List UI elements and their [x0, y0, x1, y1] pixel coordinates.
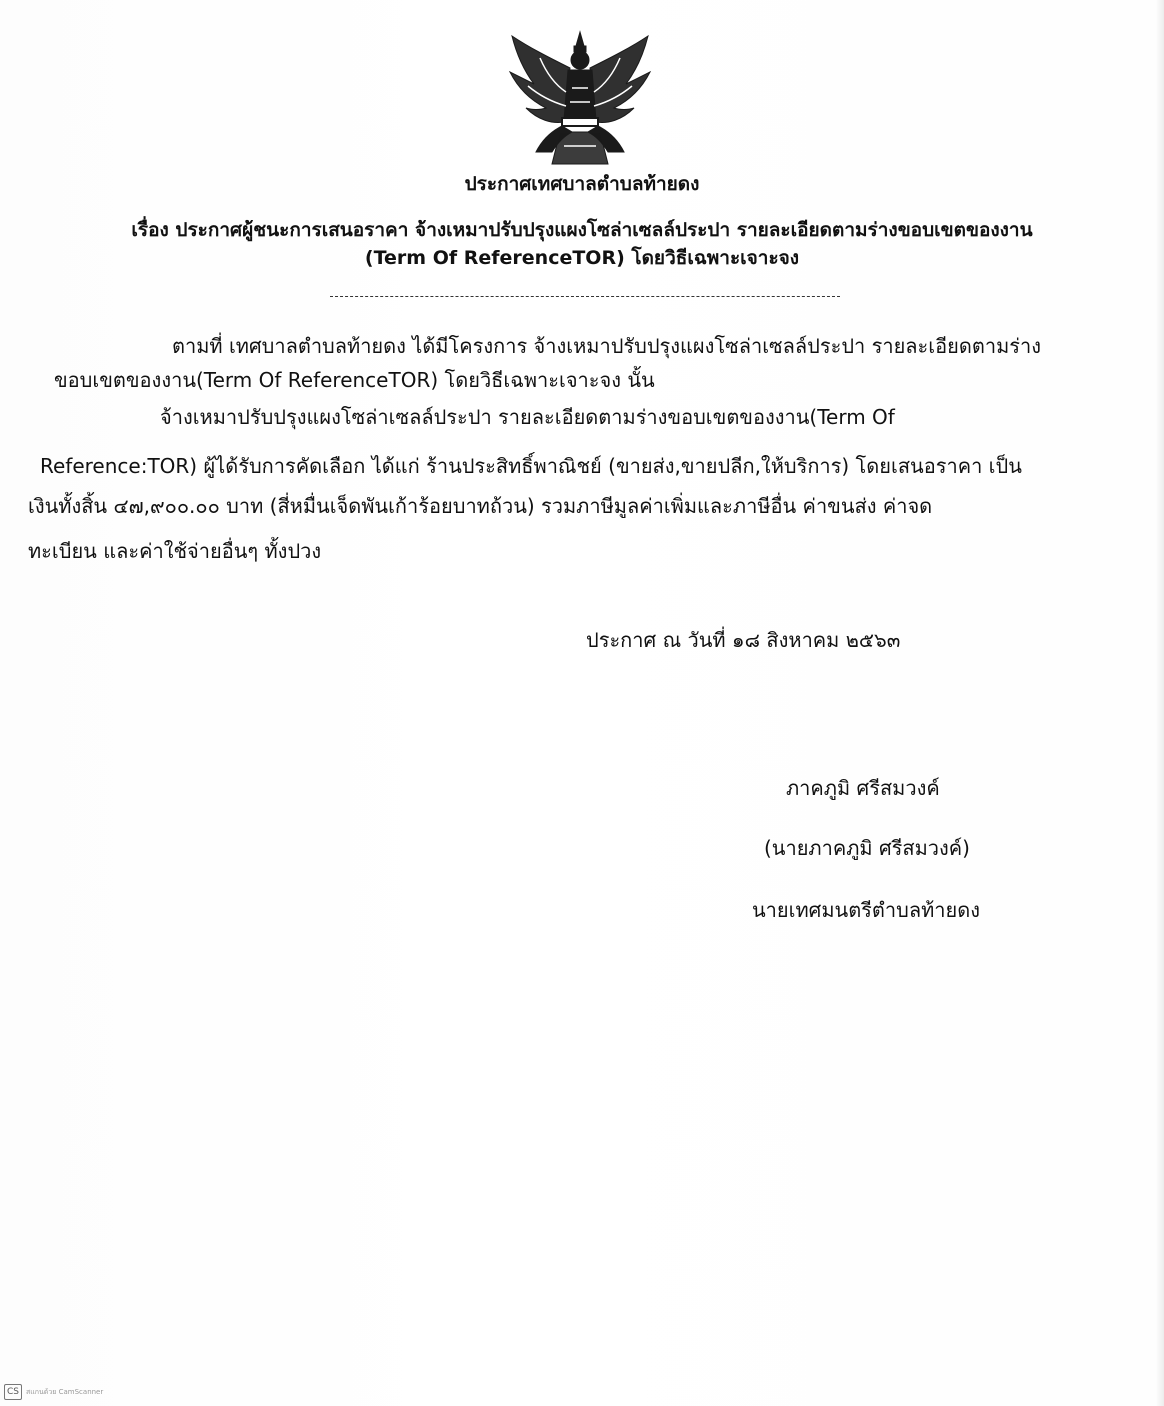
subject-line-1: เรื่อง ประกาศผู้ชนะการเสนอราคา จ้างเหมาปรับปรุงแผงโซล่าเซลล์ประปา รายละเอียดตามร่างขอบเขตของงาน — [131, 219, 1033, 241]
printed-name: (นายภาคภูมิ ศรีสมวงค์) — [764, 836, 970, 860]
paragraph-1-line-2: ขอบเขตของงาน(Term Of ReferenceTOR) โดยวิธีเฉพาะเจาะจง นั้น — [54, 368, 655, 392]
announcement-date: ประกาศ ณ วันที่ ๑๘ สิงหาคม ๒๕๖๓ — [586, 628, 901, 652]
camscanner-watermark — [4, 1384, 103, 1400]
paragraph-2-line-1: จ้างเหมาปรับปรุงแผงโซล่าเซลล์ประปา รายละเอียดตามร่างขอบเขตของงาน(Term Of — [160, 405, 895, 429]
header-divider — [330, 296, 840, 297]
camscanner-badge-icon: CS — [4, 1384, 22, 1400]
garuda-emblem-icon — [500, 28, 660, 170]
camscanner-text: สแกนด้วย CamScanner — [26, 1387, 104, 1396]
signatory-position: นายเทศมนตรีตำบลท้ายดง — [752, 898, 980, 922]
paragraph-2-line-4: ทะเบียน และค่าใช้จ่ายอื่นๆ ทั้งปวง — [28, 539, 322, 563]
signature-name: ภาคภูมิ ศรีสมวงค์ — [786, 776, 940, 800]
paragraph-1-line-1: ตามที่ เทศบาลตำบลท้ายดง ได้มีโครงการ จ้างเหมาปรับปรุงแผงโซล่าเซลล์ประปา รายละเอียดตามร่าง — [172, 334, 1041, 358]
page-edge-shadow — [1156, 0, 1164, 1406]
paragraph-2-line-2: Reference:TOR) ผู้ได้รับการคัดเลือก ได้แก่ ร้านประสิทธิ์พาณิชย์ (ขายส่ง,ขายปลีก,ให้บริการ) โดยเสนอราคา เป็น — [40, 454, 1022, 478]
subject-line-2: (Term Of ReferenceTOR) โดยวิธีเฉพาะเจาะจง — [364, 247, 800, 269]
paragraph-2-line-3: เงินทั้งสิ้น ๔๗,๙๐๐.๐๐ บาท (สี่หมื่นเจ็ดพันเก้าร้อยบาทถ้วน) รวมภาษีมูลค่าเพิ่มและภาษีอื่น ค่าขนส่ง ค่าจด — [28, 494, 933, 518]
document-title: ประกาศเทศบาลตำบลท้ายดง — [464, 173, 700, 195]
